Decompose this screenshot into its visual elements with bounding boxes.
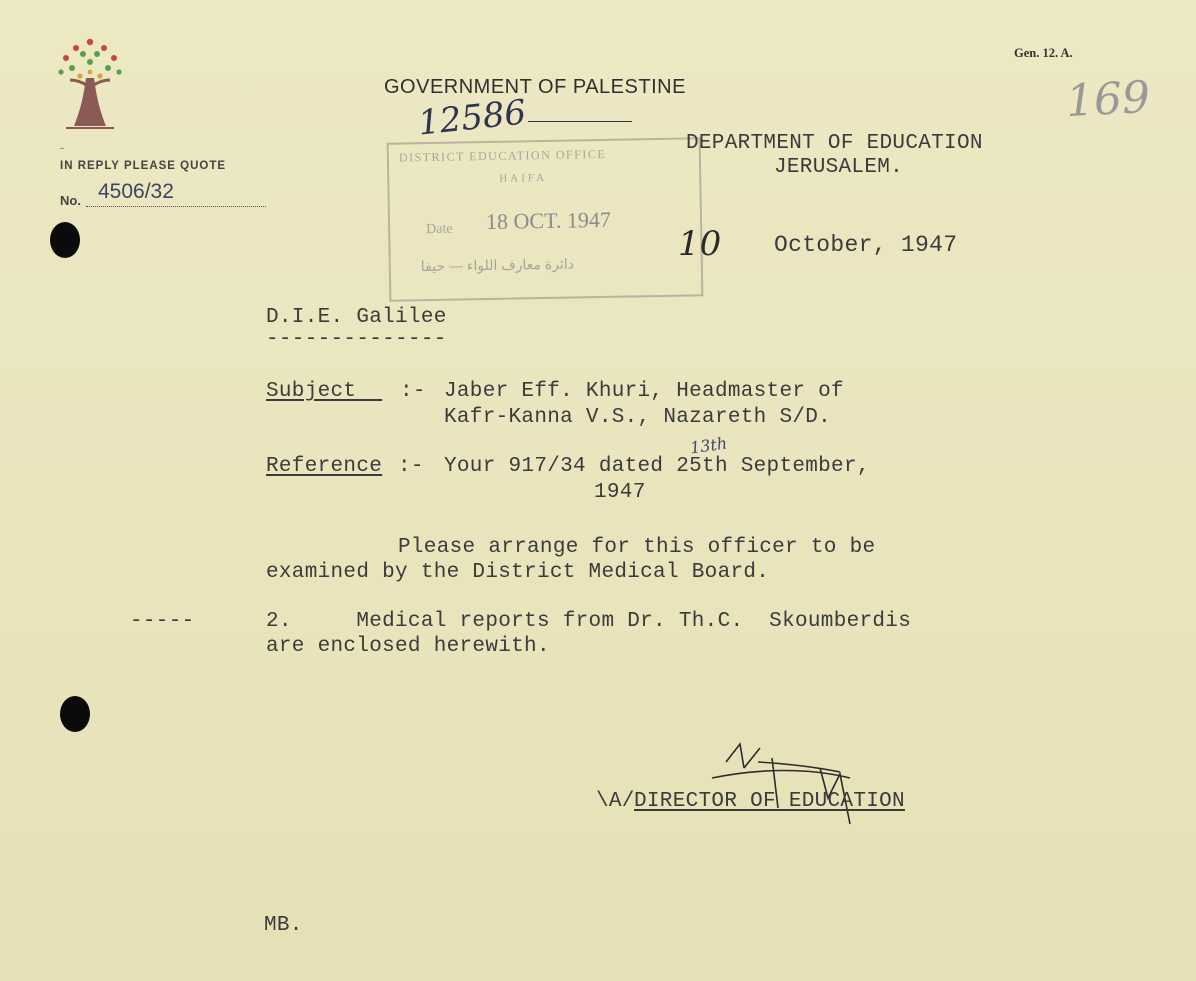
paragraph2-line1: 2. Medical reports from Dr. Th.C. Skoumberdis xyxy=(266,610,912,633)
typist-initials: MB. xyxy=(264,914,303,937)
received-stamp xyxy=(387,137,704,301)
faded-arabic-mark: ـ xyxy=(60,138,64,153)
subject-label: Subject xyxy=(266,380,383,403)
stamp-date-label: Date xyxy=(426,221,453,238)
reference-handwritten-insert: 13th xyxy=(688,433,729,458)
paragraph1-line1: Please arrange for this officer to be xyxy=(398,536,876,559)
department-line1: DEPARTMENT OF EDUCATION xyxy=(686,132,983,155)
addressee: D.I.E. Galilee xyxy=(266,306,447,329)
reply-quote-label: IN REPLY PLEASE QUOTE xyxy=(60,160,227,172)
reply-no-line xyxy=(86,206,266,207)
reply-number: 4506/32 xyxy=(98,180,174,203)
department-line2: JERUSALEM. xyxy=(774,156,904,179)
paragraph2-line2: are enclosed herewith. xyxy=(266,635,550,658)
addressee-rule: -------------- xyxy=(266,328,447,351)
subject-line2: Kafr-Kanna V.S., Nazareth S/D. xyxy=(444,406,832,429)
reference-line2: 1947 xyxy=(594,481,646,504)
stamp-date: 18 OCT. 1947 xyxy=(485,206,612,235)
paragraph1-line2: examined by the District Medical Board. xyxy=(266,561,770,584)
reference-line1: Your 917/34 dated 25th September, xyxy=(444,455,870,478)
handwritten-file-number: 12586 xyxy=(416,92,528,144)
signature-prefix: \A/ xyxy=(596,790,635,813)
tree-logo xyxy=(52,36,128,134)
letter-date: October, 1947 xyxy=(774,232,958,258)
government-heading: GOVERNMENT OF PALESTINE xyxy=(384,76,686,98)
stamp-city: HAIFA xyxy=(499,171,548,185)
subject-separator: :- xyxy=(400,380,426,403)
punch-hole-bottom xyxy=(60,696,90,732)
reply-no-label: No. xyxy=(60,193,81,208)
subject-line1: Jaber Eff. Khuri, Headmaster of xyxy=(444,380,844,403)
reference-label: Reference xyxy=(266,455,383,478)
punch-hole-top xyxy=(50,222,80,258)
stamp-arabic: دائرة معارف اللواء — حيفا xyxy=(420,255,575,275)
margin-dashes: ----- xyxy=(130,610,195,633)
reference-separator: :- xyxy=(398,455,424,478)
handwritten-day: 10 xyxy=(678,224,722,264)
file-number-line xyxy=(528,121,632,122)
signature-title: DIRECTOR OF EDUCATION xyxy=(634,790,905,813)
signature-scribble xyxy=(700,738,870,828)
stamp-office: DISTRICT EDUCATION OFFICE xyxy=(398,146,607,165)
form-code: Gen. 12. A. xyxy=(1014,46,1073,60)
folio-number: 169 xyxy=(1064,71,1152,128)
